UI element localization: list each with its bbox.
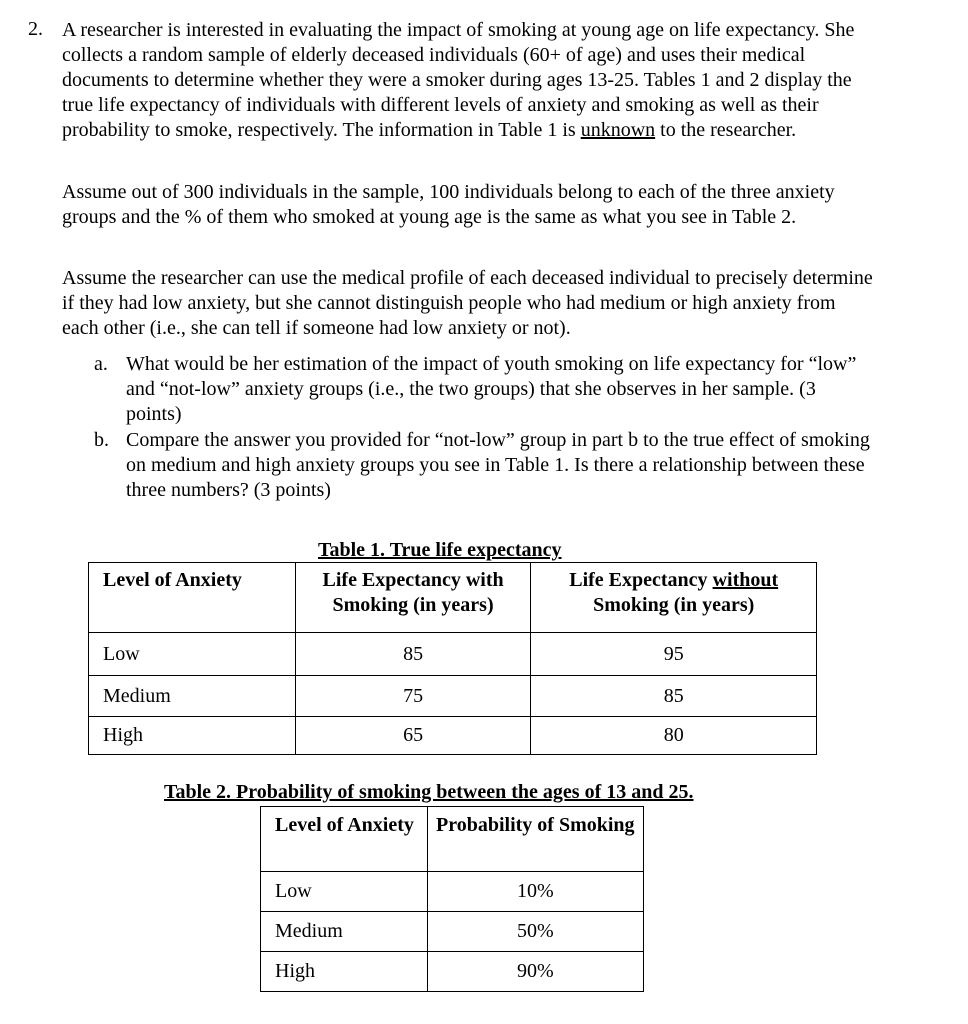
table1-cell-with: 75 xyxy=(295,676,531,717)
table1-header-without-post: Smoking (in years) xyxy=(593,594,755,616)
table2-cell-level: High xyxy=(261,952,428,992)
table2-cell-probability: 10% xyxy=(427,872,643,912)
table-row xyxy=(261,952,644,992)
table1-caption xyxy=(318,538,562,562)
table1-cell-with: 85 xyxy=(295,633,531,676)
assumption-paragraph-1: Assume out of 300 individuals in the sample, 100 individuals belong to each of the three anxiety groups and the % of them who smoked at young age is the same as what you see in Table 2. xyxy=(62,181,835,228)
table1-life-expectancy xyxy=(88,562,817,755)
table2-cell-probability: 90% xyxy=(427,952,643,992)
table1-cell-with: 65 xyxy=(295,717,531,755)
table1-cell-level: High xyxy=(89,717,296,755)
table1-cell-without: 80 xyxy=(531,717,817,755)
subquestion-b-marker: b. xyxy=(94,429,109,451)
intro-paragraph xyxy=(62,18,874,143)
table-row xyxy=(89,717,817,755)
table-row xyxy=(89,633,817,676)
table1-cell-level: Low xyxy=(89,633,296,676)
table2-smoking-probability xyxy=(260,806,644,992)
table1-cell-without: 95 xyxy=(531,633,817,676)
subquestion-b-text: Compare the answer you provided for “not-low” group in part b to the true effect of smoking on medium and high anxiety groups you see in Table 1. Is there a relationship between these three numbers? (3 points) xyxy=(126,429,870,501)
table1-header-without-underlined: without xyxy=(712,569,779,591)
table1-cell-level: Medium xyxy=(89,676,296,717)
table-row xyxy=(89,676,817,717)
table2-header-row xyxy=(261,807,644,872)
table2-header-probability: Probability of Smoking xyxy=(427,807,643,872)
table2-cell-level: Medium xyxy=(261,912,428,952)
table1-cell-without: 85 xyxy=(531,676,817,717)
intro-text-part1: A researcher is interested in evaluating the impact of smoking at young age on life expectancy. She collects a random sample of elderly deceased individuals (60+ of age) and uses their medical documents to determine whether they were a smoker during ages 13-25. Tables 1 and 2 display the true life expectancy of individuals with different levels of anxiety and smoking as well as their probability to smoke, respectively. The information in Table 1 is xyxy=(62,19,855,141)
table1-header-with-smoking: Life Expectancy with Smoking (in years) xyxy=(295,563,531,633)
subquestion-a-text: What would be her estimation of the impact of youth smoking on life expectancy for “low” and “not-low” anxiety groups (i.e., the two groups) that she observes in her sample. (3 points) xyxy=(126,353,857,425)
table2-caption xyxy=(164,780,693,804)
table1-header-without-pre: Life Expectancy xyxy=(569,569,713,591)
table1-header-without-smoking xyxy=(531,563,817,633)
table1-header-level: Level of Anxiety xyxy=(89,563,296,633)
table-row xyxy=(261,912,644,952)
table1-caption-text: Table 1. True life expectancy xyxy=(318,539,562,561)
table2-cell-level: Low xyxy=(261,872,428,912)
intro-underlined-word: unknown xyxy=(580,119,656,141)
table1-header-row xyxy=(89,563,817,633)
table2-caption-text: Table 2. Probability of smoking between the ages of 13 and 25. xyxy=(164,781,694,803)
table2-header-level: Level of Anxiety xyxy=(261,807,428,872)
subquestion-a-marker: a. xyxy=(94,353,108,375)
table-row xyxy=(261,872,644,912)
assumption-paragraph-2: Assume the researcher can use the medical profile of each deceased individual to precisely determine if they had low anxiety, but she cannot distinguish people who had medium or high anxiety from each other (i.e., she can tell if someone had low anxiety or not). xyxy=(62,267,873,339)
question-number: 2. xyxy=(28,18,43,40)
table2-cell-probability: 50% xyxy=(427,912,643,952)
intro-text-part2: to the researcher. xyxy=(655,119,797,141)
